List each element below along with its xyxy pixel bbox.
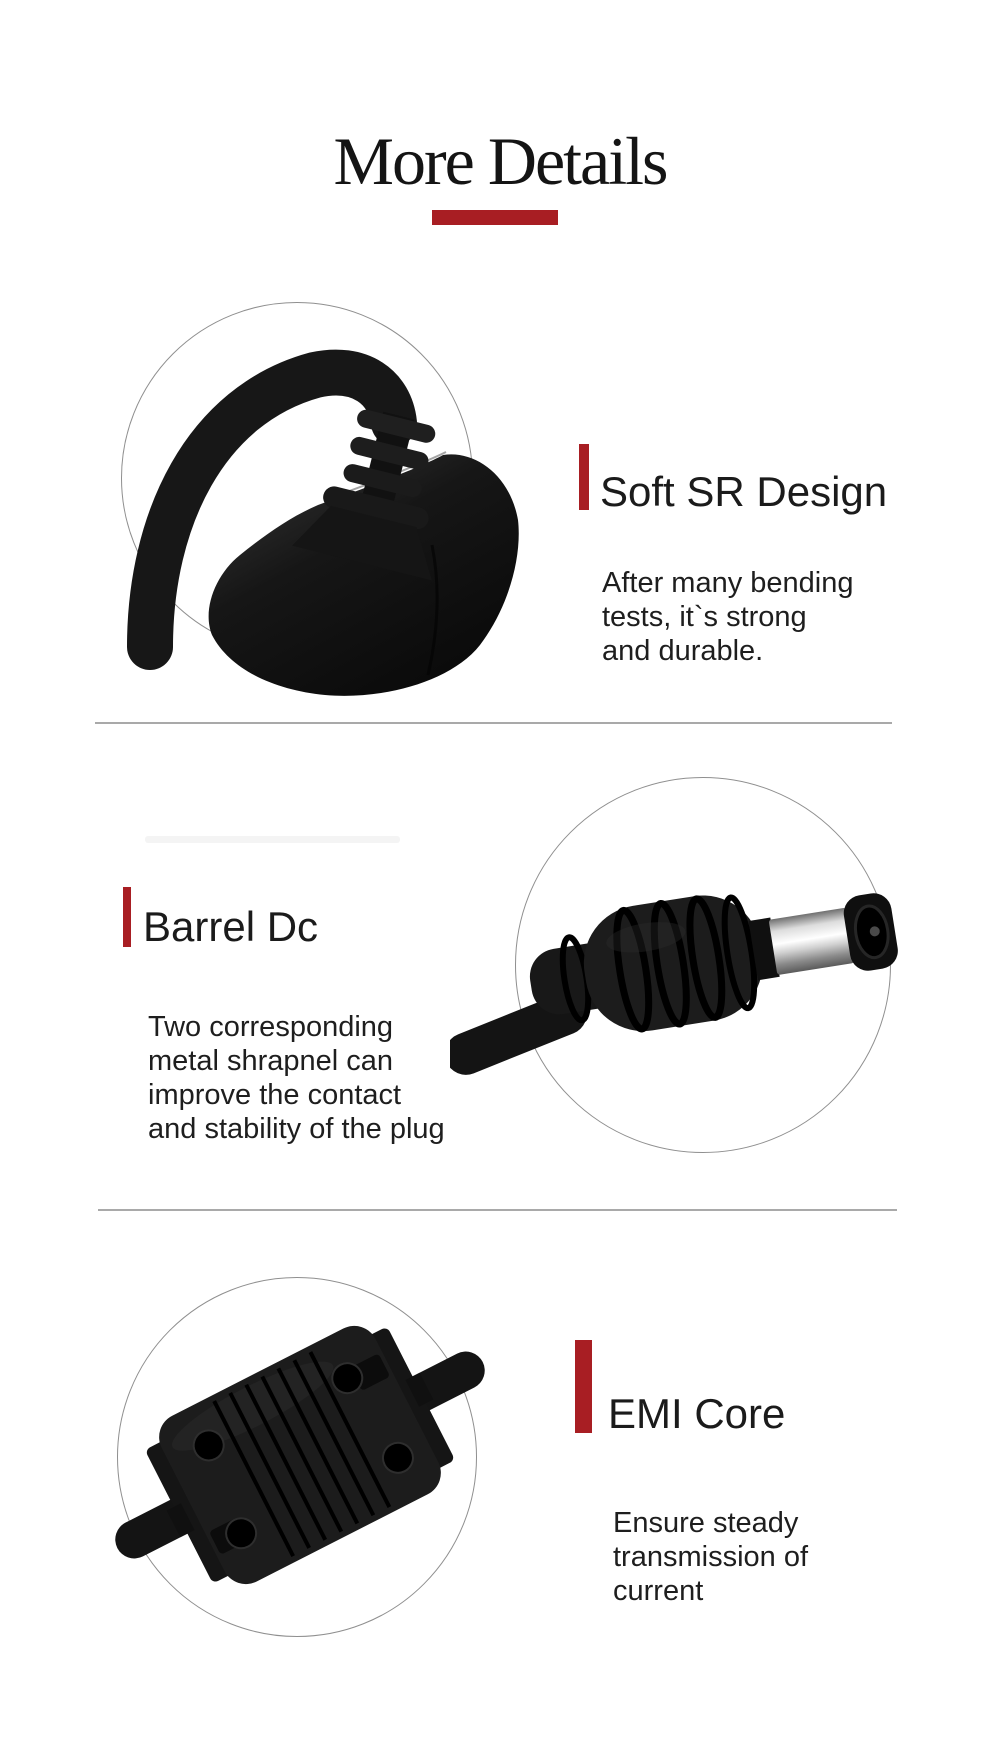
accent-bar-barrel-dc (123, 887, 131, 947)
accent-bar-soft-sr (579, 444, 589, 510)
body-line: current (613, 1575, 704, 1607)
section-heading-barrel-dc: Barrel Dc (143, 903, 319, 950)
circle-frame-emi-core (117, 1277, 477, 1637)
section-divider (98, 1209, 897, 1211)
body-line: metal shrapnel can (148, 1045, 394, 1077)
page-title: More Details (333, 123, 667, 199)
body-line: tests, it`s strong (602, 601, 807, 633)
accent-bar-emi-core (575, 1340, 592, 1433)
section-body-soft-sr (602, 566, 853, 668)
faint-highlight-bar (145, 836, 400, 843)
body-line: and stability of the plug (148, 1113, 445, 1145)
body-line: After many bending (602, 567, 854, 599)
section-body-barrel-dc (148, 1010, 445, 1146)
section-heading-emi-core: EMI Core (608, 1390, 786, 1437)
section-body-emi-core (613, 1506, 808, 1608)
title-underline-accent (432, 210, 558, 225)
section-divider (95, 722, 892, 724)
body-line: Two corresponding (148, 1011, 394, 1043)
body-line: Ensure steady (613, 1507, 799, 1539)
body-line: transmission of (613, 1541, 809, 1573)
section-heading-soft-sr: Soft SR Design (600, 468, 888, 515)
body-line: improve the contact (148, 1079, 402, 1111)
body-line: and durable. (602, 635, 764, 667)
circle-frame-strain-relief (121, 302, 473, 654)
circle-frame-barrel-plug (515, 777, 891, 1153)
